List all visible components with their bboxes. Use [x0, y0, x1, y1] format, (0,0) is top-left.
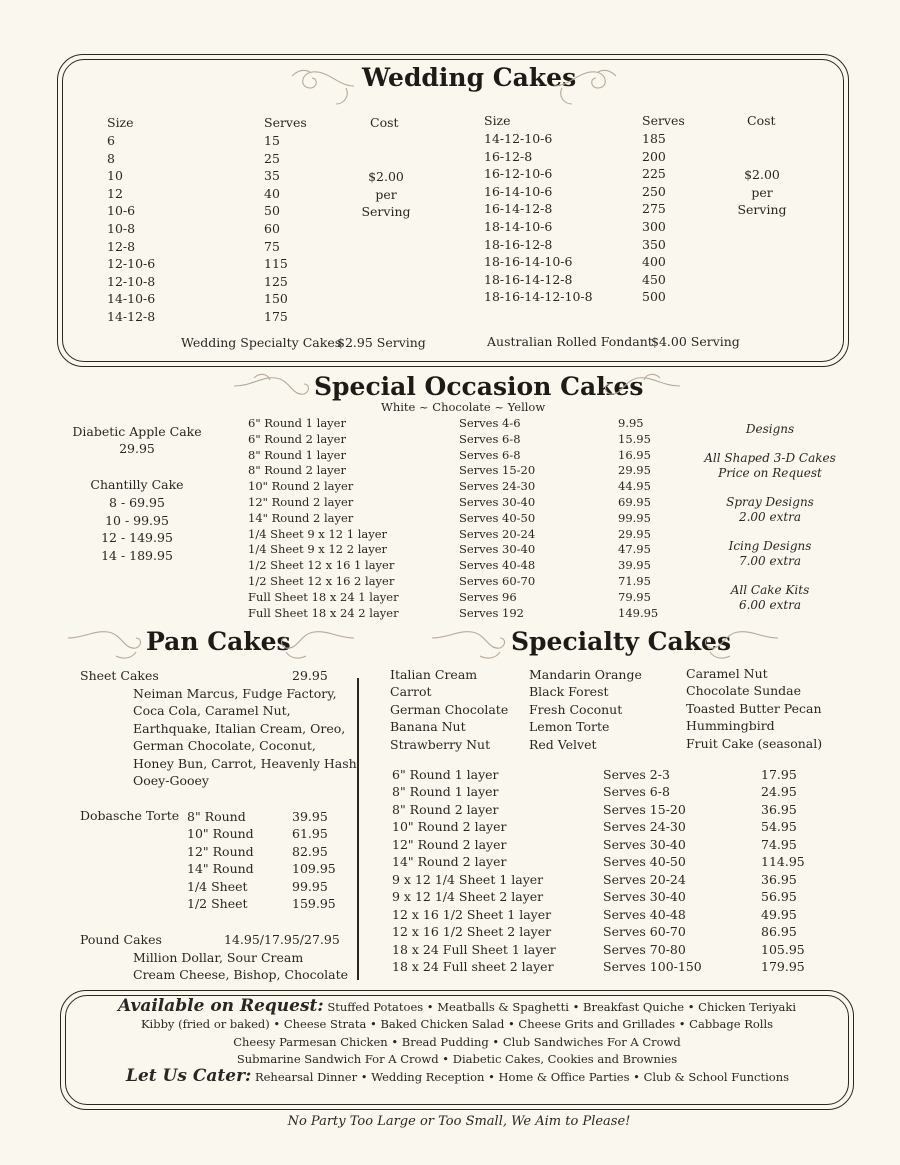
cater-line: Rehearsal Dinner • Wedding Reception • Home & Office Parties • Club & School Functions: [254, 1070, 790, 1085]
list-item: 14-12-8: [107, 308, 156, 324]
shaped-cakes-line1: All Shaped 3-D Cakes: [704, 450, 836, 465]
list-item: 9 x 12 1/4 Sheet 1 layer: [392, 871, 544, 887]
list-item: Lemon Torte: [529, 719, 610, 735]
list-item: 10" Round: [187, 826, 254, 842]
wedding-right-serves-header: Serves: [642, 113, 685, 128]
list-item: 250: [642, 183, 666, 199]
special-serves: [459, 416, 535, 621]
list-item: 10: [107, 168, 123, 184]
cake-kits-line2: 6.00 extra: [738, 598, 802, 612]
left-scroll-ornament: [430, 626, 506, 664]
list-item: 12" Round 2 layer: [248, 494, 354, 509]
list-item: 10-6: [107, 203, 136, 219]
pound-cakes-flavors: [133, 949, 348, 984]
list-item: Chocolate Sundae: [686, 683, 802, 699]
list-item: 18-16-14-10-6: [484, 254, 573, 270]
list-item: 6" Round 1 layer: [392, 767, 499, 782]
list-item: 125: [264, 273, 288, 289]
list-item: 18 x 24 Full Sheet 1 layer: [392, 941, 556, 957]
list-item: 12" Round: [187, 843, 254, 859]
list-item: 8" Round 2 layer: [248, 463, 346, 478]
request-line-1: Stuffed Potatoes • Meatballs & Spaghetti • Breakfast Quiche • Chicken Teriyaki: [327, 1000, 797, 1014]
list-item: 60: [264, 220, 280, 236]
list-item: Serves 20-24: [459, 526, 536, 541]
list-item: 36.95: [761, 871, 797, 887]
list-item: Hummingbird: [686, 718, 775, 734]
list-item: 82.95: [292, 843, 328, 859]
shaped-cakes-line2: Price on Request: [718, 466, 822, 480]
left-scroll-ornament: [288, 62, 358, 108]
list-item: German Chocolate, Coconut,: [133, 738, 316, 754]
wedding-left-serves: [264, 132, 288, 326]
list-item: 105.95: [761, 941, 805, 957]
special-occasion-subtitle: White ~ Chocolate ~ Yellow: [381, 400, 546, 414]
specialty-prices: [761, 766, 805, 975]
list-item: 50: [264, 203, 280, 219]
special-sizes: [248, 416, 399, 621]
tagline: No Party Too Large or Too Small, We Aim to Please!: [287, 1114, 631, 1129]
list-item: 14 - 189.95: [101, 548, 173, 564]
list-item: 179.95: [761, 958, 805, 974]
sheet-cakes-flavors: [133, 685, 357, 789]
list-item: Fresh Coconut: [529, 701, 623, 717]
spray-designs-line2: 2.00 extra: [738, 510, 802, 524]
special-prices: [618, 416, 658, 621]
column-divider: [357, 678, 359, 980]
list-item: 54.95: [761, 819, 797, 835]
list-item: 18-16-12-8: [484, 236, 553, 252]
cake-kits-line1: All Cake Kits: [730, 582, 810, 597]
request-line-2: Kibby (fried or baked) • Cheese Strata • Baked Chicken Salad • Cheese Grits and Grillades • Cabbage Rolls: [140, 1017, 774, 1032]
list-item: 16-12-8: [484, 148, 533, 164]
list-item: 185: [642, 131, 666, 146]
list-item: 1/2 Sheet 12 x 16 1 layer: [248, 558, 395, 573]
list-item: Serves 24-30: [459, 479, 536, 494]
specialty-serves: [603, 766, 702, 975]
pound-cakes-prices: 14.95/17.95/27.95: [224, 932, 340, 947]
list-item: 159.95: [292, 896, 336, 912]
list-item: 24.95: [761, 784, 797, 800]
right-scroll-ornament: [704, 626, 780, 664]
list-item: 25: [264, 150, 280, 166]
list-item: 14" Round: [187, 861, 254, 877]
wedding-specialty-price: $2.95 Serving: [337, 335, 426, 350]
list-item: 99.95: [618, 510, 651, 525]
specialty-flavors-col3: [686, 665, 822, 752]
list-item: 16-14-12-8: [484, 201, 553, 217]
list-item: 61.95: [292, 826, 328, 842]
wedding-cakes-box: [57, 54, 849, 367]
list-item: 56.95: [761, 889, 797, 905]
list-item: 6" Round 2 layer: [248, 431, 346, 446]
right-scroll-ornament: [550, 62, 620, 108]
chantilly-cake: [72, 476, 202, 565]
list-item: 29.95: [618, 526, 651, 541]
list-item: 12 x 16 1/2 Sheet 1 layer: [392, 906, 552, 922]
list-item: 12-10-8: [107, 273, 156, 289]
wedding-specialty-label: Wedding Specialty Cakes: [181, 335, 342, 350]
list-item: 14-12-10-6: [484, 131, 553, 146]
list-item: 8" Round 1 layer: [248, 447, 346, 462]
list-item: 12 - 149.95: [101, 530, 173, 546]
request-content: [66, 998, 848, 1086]
list-item: 115: [264, 256, 288, 272]
dobasche-prices: [292, 808, 336, 912]
list-item: 10" Round 2 layer: [392, 819, 507, 835]
list-item: 75: [264, 238, 280, 254]
list-item: Serves 96: [459, 589, 517, 604]
specialty-sizes: [392, 766, 556, 975]
list-item: 1/4 Sheet 9 x 12 1 layer: [248, 526, 388, 541]
sheet-cakes-price: 29.95: [292, 668, 328, 683]
list-item: Full Sheet 18 x 24 1 layer: [248, 589, 399, 604]
list-item: Serves 6-8: [459, 431, 521, 446]
list-item: 35: [264, 168, 280, 184]
list-item: 99.95: [292, 878, 328, 894]
list-item: 8 - 69.95: [109, 494, 165, 510]
left-scroll-ornament: [232, 370, 312, 410]
list-item: Serves 30-40: [459, 494, 536, 509]
list-item: 225: [642, 166, 666, 182]
list-item: 149.95: [618, 605, 659, 620]
list-item: Million Dollar, Sour Cream: [133, 950, 304, 965]
list-item: Banana Nut: [390, 719, 466, 735]
list-item: 49.95: [761, 906, 797, 922]
designs-panel: [700, 422, 840, 614]
specialty-cakes-title: Specialty Cakes: [511, 627, 732, 656]
list-item: Serves 15-20: [459, 463, 536, 478]
list-item: 86.95: [761, 924, 797, 940]
list-item: 12-10-6: [107, 256, 156, 272]
list-item: Neiman Marcus, Fudge Factory,: [133, 686, 337, 701]
list-item: 29.95: [618, 463, 651, 478]
pan-cakes-title: Pan Cakes: [146, 627, 291, 656]
list-item: Ooey-Gooey: [133, 773, 209, 789]
specialty-flavors-col1: [390, 666, 508, 753]
wedding-left-size-header: Size: [107, 115, 134, 130]
list-item: Serves 40-48: [459, 558, 536, 573]
dobasche-sizes: [187, 808, 254, 912]
list-item: 6" Round 1 layer: [248, 416, 346, 430]
list-item: 8" Round 2 layer: [392, 801, 499, 817]
list-item: 275: [642, 201, 666, 217]
dobasche-label: Dobasche Torte: [80, 808, 180, 823]
list-item: 16-12-10-6: [484, 166, 553, 182]
request-line-3: Cheesy Parmesan Chicken • Bread Pudding • Club Sandwiches For A Crowd: [233, 1034, 681, 1049]
list-item: 44.95: [618, 479, 651, 494]
list-item: 8" Round 1 layer: [392, 784, 499, 800]
list-item: 400: [642, 254, 666, 270]
list-item: Serves 40-48: [603, 906, 686, 922]
list-item: 10 - 99.95: [105, 512, 169, 528]
list-item: Serves 2-3: [603, 767, 670, 782]
diabetic-price: 29.95: [119, 441, 155, 456]
list-item: 114.95: [761, 854, 805, 870]
list-item: Full Sheet 18 x 24 2 layer: [248, 605, 399, 620]
list-item: 1/4 Sheet 9 x 12 2 layer: [248, 542, 388, 557]
list-item: Serves 192: [459, 605, 524, 620]
chantilly-name: Chantilly Cake: [90, 477, 184, 492]
list-item: 8" Round: [187, 809, 246, 824]
wedding-title: Wedding Cakes: [362, 63, 577, 92]
list-item: 10-8: [107, 220, 136, 236]
list-item: Mandarin Orange: [529, 667, 642, 682]
list-item: 10" Round 2 layer: [248, 479, 354, 494]
list-item: 109.95: [292, 861, 336, 877]
list-item: Honey Bun, Carrot, Heavenly Hash: [133, 755, 357, 771]
list-item: Serves 70-80: [603, 941, 686, 957]
list-item: 15: [264, 133, 280, 148]
wedding-left-cost: $2.00 per Serving: [361, 169, 411, 220]
list-item: 74.95: [761, 836, 797, 852]
list-item: Red Velvet: [529, 736, 597, 752]
list-item: Serves 6-8: [459, 447, 521, 462]
list-item: 350: [642, 236, 666, 252]
list-item: 200: [642, 148, 666, 164]
list-item: 79.95: [618, 589, 651, 604]
wedding-right-cost: $2.00 per Serving: [737, 167, 787, 218]
list-item: 39.95: [618, 558, 651, 573]
list-item: Serves 40-50: [459, 510, 536, 525]
list-item: 300: [642, 218, 666, 234]
list-item: 12: [107, 185, 123, 201]
list-item: 15.95: [618, 431, 651, 446]
list-item: 47.95: [618, 542, 651, 557]
list-item: 150: [264, 291, 288, 307]
list-item: Serves 15-20: [603, 801, 686, 817]
diabetic-apple-cake: [72, 423, 202, 457]
list-item: Serves 40-50: [603, 854, 686, 870]
list-item: Fruit Cake (seasonal): [686, 735, 823, 751]
list-item: Serves 100-150: [603, 958, 702, 974]
list-item: 500: [642, 289, 666, 305]
list-item: Italian Cream: [390, 667, 478, 682]
list-item: 12-8: [107, 238, 136, 254]
spray-designs-line1: Spray Designs: [726, 494, 814, 509]
list-item: 1/4 Sheet: [187, 878, 248, 894]
list-item: 39.95: [292, 809, 328, 824]
list-item: Serves 60-70: [603, 924, 686, 940]
list-item: Serves 6-8: [603, 784, 670, 800]
wedding-left-sizes: [107, 132, 155, 326]
let-us-cater-heading: Let Us Cater:: [126, 1066, 252, 1087]
special-occasion-title: Special Occasion Cakes: [314, 372, 644, 401]
list-item: 16-14-10-6: [484, 183, 553, 199]
diabetic-name: Diabetic Apple Cake: [72, 424, 202, 439]
list-item: Cream Cheese, Bishop, Chocolate: [133, 967, 349, 983]
list-item: 18-16-14-12-10-8: [484, 289, 593, 305]
list-item: Coca Cola, Caramel Nut,: [133, 703, 291, 719]
wedding-right-cost-header: Cost: [747, 113, 776, 128]
list-item: Toasted Butter Pecan: [686, 700, 822, 716]
icing-designs-line1: Icing Designs: [728, 538, 812, 553]
fondant-price: $4.00 Serving: [651, 334, 740, 349]
left-scroll-ornament: [66, 626, 142, 664]
list-item: 17.95: [761, 767, 797, 782]
list-item: Strawberry Nut: [390, 736, 491, 752]
fondant-label: Australian Rolled Fondant: [487, 334, 653, 349]
wedding-right-serves: [642, 130, 666, 306]
wedding-right-size-header: Size: [484, 113, 511, 128]
list-item: 6: [107, 133, 115, 148]
list-item: 1/2 Sheet: [187, 896, 248, 912]
wedding-left-serves-header: Serves: [264, 115, 307, 130]
list-item: 450: [642, 271, 666, 287]
list-item: 18-16-14-12-8: [484, 271, 573, 287]
list-item: Serves 30-40: [603, 836, 686, 852]
list-item: 12 x 16 1/2 Sheet 2 layer: [392, 924, 552, 940]
list-item: Serves 60-70: [459, 573, 536, 588]
icing-designs-line2: 7.00 extra: [738, 554, 802, 568]
list-item: 16.95: [618, 447, 651, 462]
list-item: 175: [264, 308, 288, 324]
right-scroll-ornament: [280, 626, 356, 664]
right-scroll-ornament: [602, 370, 682, 410]
list-item: 18-14-10-6: [484, 218, 553, 234]
specialty-flavors-col2: [529, 666, 642, 753]
list-item: Serves 30-40: [603, 889, 686, 905]
list-item: 14-10-6: [107, 291, 156, 307]
list-item: German Chocolate: [390, 701, 509, 717]
designs-title: Designs: [745, 422, 795, 436]
wedding-left-cost-header: Cost: [370, 115, 399, 130]
list-item: 69.95: [618, 494, 651, 509]
list-item: Carrot: [390, 684, 432, 700]
list-item: Serves 4-6: [459, 416, 521, 430]
list-item: Serves 30-40: [459, 542, 536, 557]
sheet-cakes-label: Sheet Cakes: [80, 668, 159, 683]
available-on-request-heading: Available on Request:: [117, 996, 324, 1016]
list-item: 40: [264, 185, 280, 201]
list-item: 36.95: [761, 801, 797, 817]
list-item: 14" Round 2 layer: [248, 510, 354, 525]
list-item: Earthquake, Italian Cream, Oreo,: [133, 720, 346, 736]
list-item: 1/2 Sheet 12 x 16 2 layer: [248, 573, 395, 588]
wedding-right-sizes: [484, 130, 593, 306]
pound-cakes-label: Pound Cakes: [80, 932, 162, 947]
request-line-4: Submarine Sandwich For A Crowd • Diabetic Cakes, Cookies and Brownies: [236, 1051, 678, 1066]
list-item: 9.95: [618, 416, 644, 430]
list-item: 12" Round 2 layer: [392, 836, 507, 852]
list-item: Black Forest: [529, 684, 609, 700]
list-item: Caramel Nut: [686, 666, 768, 681]
list-item: 9 x 12 1/4 Sheet 2 layer: [392, 889, 544, 905]
list-item: 8: [107, 150, 115, 166]
list-item: Serves 20-24: [603, 871, 686, 887]
list-item: Serves 24-30: [603, 819, 686, 835]
list-item: 14" Round 2 layer: [392, 854, 507, 870]
list-item: 71.95: [618, 573, 651, 588]
list-item: 18 x 24 Full sheet 2 layer: [392, 958, 554, 974]
